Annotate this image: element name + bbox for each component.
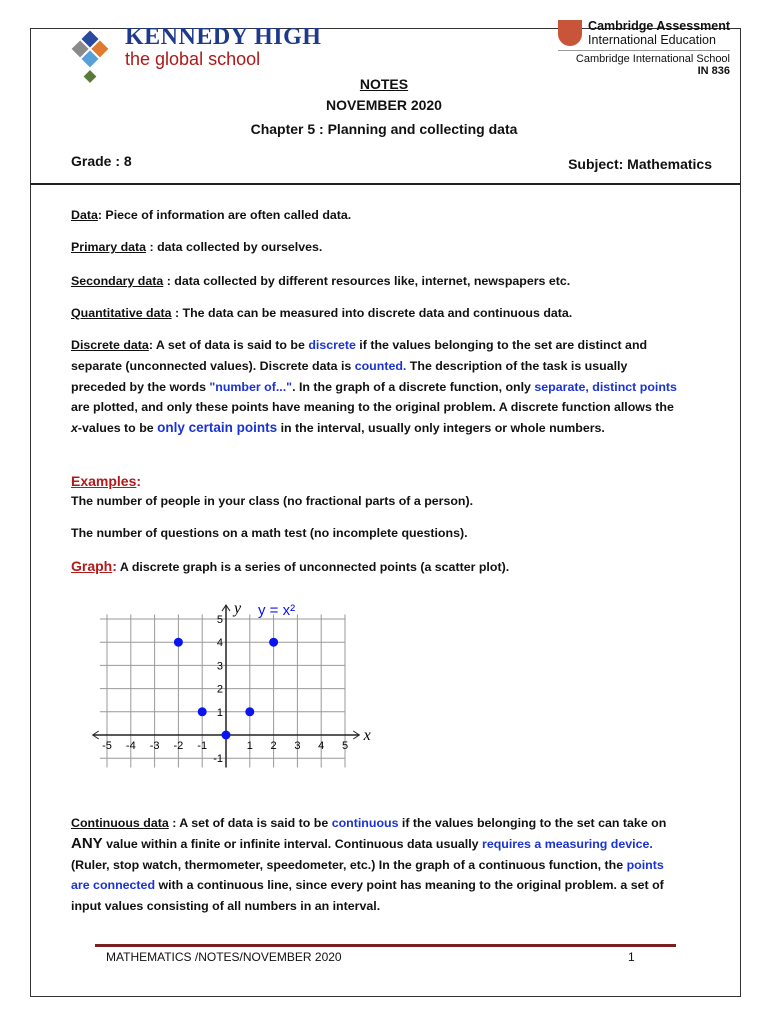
term: Discrete data [71, 338, 149, 352]
x-tick-label: -3 [149, 740, 160, 752]
example-2: The number of questions on a math test (no incomplete questions). [71, 526, 468, 540]
highlight: requires a measuring device. [482, 836, 653, 851]
footer-divider [95, 944, 676, 947]
term: Quantitative data [71, 306, 172, 320]
example-1: The number of people in your class (no fractional parts of a person). [71, 494, 474, 508]
colon: : [112, 558, 117, 574]
continuous-paragraph [71, 813, 681, 917]
x-tick-label: -2 [173, 740, 184, 752]
x-tick-label: 1 [246, 740, 253, 752]
school-code: IN 836 [697, 65, 730, 77]
definition: : data collected by ourselves. [146, 240, 323, 254]
chapter-title: Chapter 5 : Planning and collecting data [250, 121, 518, 137]
heading: Graph [71, 558, 113, 574]
x-axis-label: x [363, 727, 371, 744]
heading: Examples [71, 473, 137, 489]
page-number: 1 [628, 950, 635, 964]
text: : A set of data is said to be [148, 338, 309, 352]
y-tick-label: 4 [216, 637, 223, 650]
y-axis-label: y [234, 600, 242, 618]
data-point [269, 638, 278, 647]
term: Primary data [71, 240, 147, 254]
subject: Subject: Mathematics [568, 156, 712, 172]
text: -values to be [77, 421, 158, 436]
x-tick-label: -5 [102, 740, 112, 752]
definition: : The data can be measured into discrete data and continuous data. [171, 306, 573, 320]
highlight: continuous [331, 816, 399, 830]
school-name: KENNEDY HIGH [125, 24, 322, 50]
text: : A set of data is said to be [168, 816, 332, 830]
cambridge-school: Cambridge International School [575, 53, 730, 65]
highlight: separate, distinct points [534, 379, 677, 394]
x-tick-label: 2 [270, 740, 277, 752]
definition: : data collected by different resources like, internet, newspapers etc. [163, 274, 571, 288]
text: if the values belonging to the set can take on [398, 816, 667, 830]
text: if the values belonging to the set are distinct and separate (unconnected values). Discrete data is [71, 338, 648, 373]
cambridge-line1: Cambridge Assessment [588, 19, 730, 33]
school-tagline: the global school [125, 49, 261, 69]
data-point [198, 707, 207, 716]
term: Secondary data [71, 274, 164, 288]
term: Data [71, 208, 98, 222]
cambridge-line2: International Education [588, 33, 716, 47]
text: (Ruler, stop watch, thermometer, speedometer, etc.) In the graph of a continuous function, the [71, 857, 627, 872]
notes-title: NOTES [359, 76, 409, 92]
highlight: points are connected [71, 857, 664, 893]
x-tick-label: 4 [318, 740, 325, 752]
text: value within a finite or infinite interval. Continuous data usually [102, 836, 483, 851]
highlight: discrete [308, 338, 356, 352]
term: Continuous data [71, 816, 169, 830]
highlight: "number of..." [209, 379, 293, 394]
grade: Grade : 8 [71, 153, 132, 169]
colon: : [136, 473, 142, 489]
text: in the interval, usually only integers or whole numbers. [277, 421, 605, 436]
data-point [174, 638, 183, 647]
y-tick-label: 5 [216, 614, 223, 626]
data-point [222, 731, 231, 740]
text: x [71, 421, 78, 436]
y-tick-label: 2 [216, 683, 223, 696]
highlight: counted. [354, 358, 407, 373]
text: The description of the task is usually preceded by the words [71, 358, 628, 394]
emphasis: ANY [71, 834, 103, 852]
highlight: only certain points [157, 420, 278, 436]
footer-text: MATHEMATICS /NOTES/NOVEMBER 2020 [106, 950, 342, 964]
x-tick-label: -1 [197, 740, 208, 752]
y-tick-label: 3 [216, 660, 223, 673]
x-tick-label: 3 [294, 740, 301, 752]
definition: : Piece of information are often called data. [97, 208, 352, 222]
month-title: NOVEMBER 2020 [326, 97, 442, 113]
chart-title: y = x² [258, 602, 296, 620]
data-point [245, 707, 254, 716]
text: with a continuous line, since every point has meaning to the original problem. a set of input values consisting of all numbers in an interval. [71, 878, 664, 914]
text: . In the graph of a discrete function, only [292, 379, 535, 394]
y-tick-label: 1 [216, 706, 223, 719]
x-tick-label: 5 [341, 740, 349, 752]
text: A discrete graph is a series of unconnected points (a scatter plot). [116, 560, 510, 574]
x-tick-label: -4 [125, 740, 136, 752]
y-tick-label: -1 [213, 753, 223, 766]
text: are plotted, and only these points have meaning to the original problem. A discrete function allows the [71, 400, 674, 415]
